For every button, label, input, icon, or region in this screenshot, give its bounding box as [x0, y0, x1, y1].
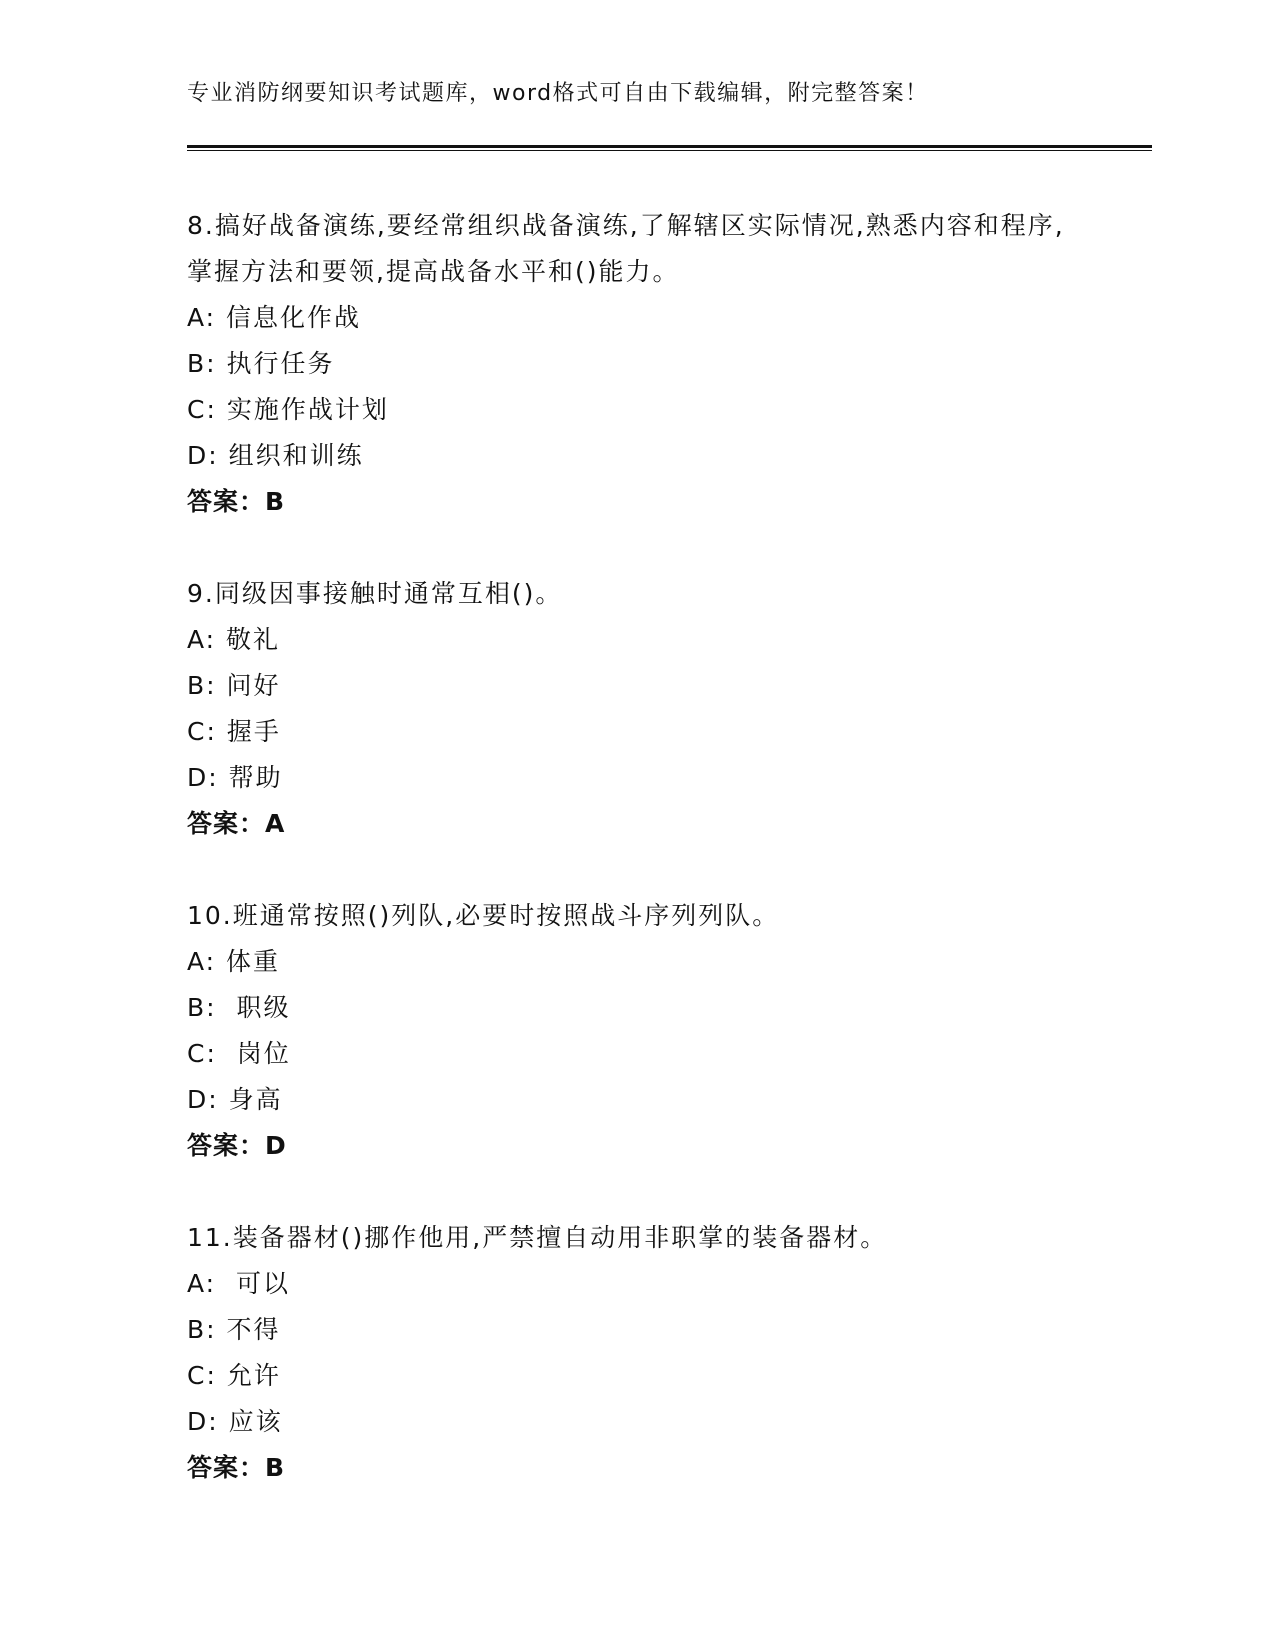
answer-line	[187, 479, 1087, 525]
answer-label: 答案：	[187, 1131, 266, 1160]
header-divider-thick	[187, 145, 1152, 148]
question-9	[187, 571, 1087, 847]
answer-line	[187, 1123, 1087, 1169]
option-c: C: 实施作战计划	[187, 395, 389, 424]
option-c: C: 握手	[187, 717, 281, 746]
question-10	[187, 893, 1087, 1169]
answer-value: B	[265, 1453, 286, 1482]
answer-label: 答案：	[187, 1453, 266, 1482]
option-d: D: 应该	[187, 1407, 283, 1436]
answer-value: D	[265, 1131, 287, 1160]
question-stem: 8.搞好战备演练,要经常组织战备演练,了解辖区实际情况,熟悉内容和程序,掌握方法和要领,提高战备水平和()能力。	[187, 211, 1065, 286]
option-a: A: 可以	[187, 1269, 290, 1298]
option-b: B: 职级	[187, 993, 291, 1022]
answer-line	[187, 1445, 1087, 1491]
question-list	[187, 203, 1087, 1537]
option-a: A: 敬礼	[187, 625, 281, 654]
option-b: B: 问好	[187, 671, 281, 700]
option-a: A: 体重	[187, 947, 281, 976]
header-divider	[187, 145, 1152, 151]
option-d: D: 帮助	[187, 763, 283, 792]
option-c: C: 允许	[187, 1361, 281, 1390]
answer-value: A	[265, 809, 286, 838]
question-stem: 10.班通常按照()列队,必要时按照战斗序列列队。	[187, 901, 780, 930]
option-a: A: 信息化作战	[187, 303, 362, 332]
answer-line	[187, 801, 1087, 847]
option-d: D: 身高	[187, 1085, 283, 1114]
question-stem: 9.同级因事接触时通常互相()。	[187, 579, 563, 608]
question-8	[187, 203, 1087, 525]
option-b: B: 不得	[187, 1315, 281, 1344]
option-d: D: 组织和训练	[187, 441, 364, 470]
option-c: C: 岗位	[187, 1039, 291, 1068]
question-stem: 11.装备器材()挪作他用,严禁擅自动用非职掌的装备器材。	[187, 1223, 888, 1252]
option-b: B: 执行任务	[187, 349, 335, 378]
answer-value: B	[265, 487, 286, 516]
answer-label: 答案：	[187, 809, 266, 838]
answer-label: 答案：	[187, 487, 266, 516]
header-divider-thin	[187, 150, 1152, 151]
question-11	[187, 1215, 1087, 1491]
document-header: 专业消防纲要知识考试题库，word格式可自由下载编辑，附完整答案！	[187, 81, 929, 106]
